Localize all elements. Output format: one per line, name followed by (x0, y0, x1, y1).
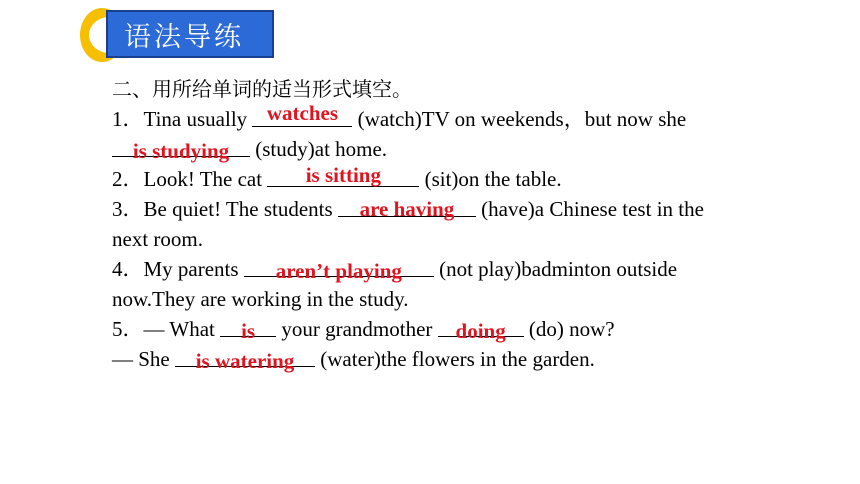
item-4-line-2 (112, 284, 812, 314)
item-text: (not play)badminton outside (433, 257, 678, 281)
answer-text: is (241, 319, 256, 343)
exercise-content (112, 74, 812, 374)
item-number: 1． (112, 107, 144, 131)
item-5-line-2 (112, 344, 812, 374)
exercise-heading: 二、用所给单词的适当形式填空。 (112, 77, 412, 101)
item-text: (do) now? (523, 317, 615, 341)
item-4-line-1 (112, 254, 812, 284)
answer-blank (112, 134, 250, 163)
answer-blank (252, 101, 352, 127)
item-text: — What (143, 317, 221, 341)
item-text: your grandmother (276, 317, 438, 341)
answer-text: is studying (132, 139, 230, 163)
item-text: My parents (143, 257, 244, 281)
answer-text: doing (455, 319, 506, 343)
item-number: 3． (112, 197, 144, 221)
item-5-line-1 (112, 314, 812, 344)
section-title: 语法导练 (124, 21, 244, 53)
answer-blank (338, 194, 476, 221)
answer-blank (438, 314, 524, 343)
item-number: 4． (112, 257, 144, 281)
answer-blank (267, 164, 419, 187)
answer-text: is sitting (305, 163, 381, 187)
item-text: Tina usually (143, 107, 253, 131)
section-title-box (106, 10, 274, 58)
item-text: (sit)on the table. (419, 167, 562, 191)
item-1-line-2 (112, 134, 812, 164)
item-number: 2． (112, 167, 144, 191)
item-text: (study)at home. (250, 137, 388, 161)
answer-text: is watering (195, 349, 295, 373)
item-text: next room. (112, 227, 203, 251)
answer-blank (220, 314, 276, 343)
item-text: now.They are working in the study. (112, 287, 409, 311)
item-text: Look! The cat (143, 167, 268, 191)
answer-blank (244, 254, 434, 283)
answer-text: aren’t playing (275, 259, 402, 283)
item-number: 5． (112, 317, 144, 341)
answer-text: watches (266, 101, 338, 125)
item-text: (water)the flowers in the garden. (315, 347, 595, 371)
item-3-line-1 (112, 194, 812, 224)
section-badge (80, 8, 276, 62)
item-text: Be quiet! The students (143, 197, 338, 221)
answer-blank (175, 344, 315, 373)
item-text: — She (112, 347, 175, 371)
item-2-line-1 (112, 164, 812, 194)
item-text: (watch)TV on weekends，but now she (352, 107, 687, 131)
item-text: (have)a Chinese test in the (475, 197, 704, 221)
answer-text: are having (359, 197, 455, 221)
item-3-line-2 (112, 224, 812, 254)
item-1-line-1 (112, 101, 812, 134)
